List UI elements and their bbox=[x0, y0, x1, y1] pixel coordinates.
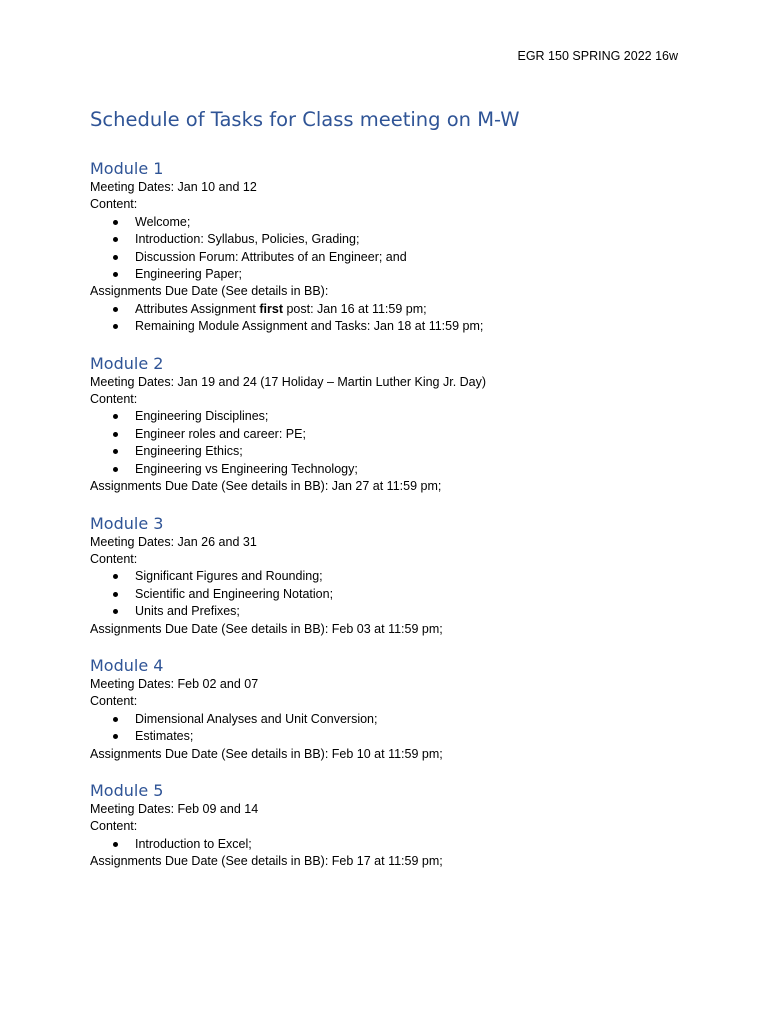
bullet-icon bbox=[113, 592, 118, 597]
list-item bbox=[90, 408, 690, 425]
assignments-due: Assignments Due Date (See details in BB): Jan 27 at 11:59 pm; bbox=[90, 479, 442, 494]
bullet-icon bbox=[113, 324, 118, 329]
assignments-due: Assignments Due Date (See details in BB): Feb 03 at 11:59 pm; bbox=[90, 621, 443, 636]
list-item-text: Introduction: Syllabus, Policies, Grading; bbox=[135, 232, 360, 247]
list-item-text: Attributes Assignment first post: Jan 16 at 11:59 pm; bbox=[135, 301, 427, 316]
content-list bbox=[90, 836, 690, 853]
bullet-icon bbox=[113, 717, 118, 722]
list-item-text: Engineering vs Engineering Technology; bbox=[135, 461, 358, 476]
bullet-icon bbox=[113, 734, 118, 739]
document-title: Schedule of Tasks for Class meeting on M-W bbox=[90, 108, 520, 131]
content-list bbox=[90, 711, 690, 746]
module-heading: Module 5 bbox=[90, 780, 164, 800]
list-item-text: Units and Prefixes; bbox=[135, 604, 240, 619]
list-item-text: Estimates; bbox=[135, 729, 194, 744]
module-2 bbox=[90, 353, 690, 496]
bullet-icon bbox=[113, 432, 118, 437]
content-list bbox=[90, 214, 690, 284]
list-item bbox=[90, 318, 690, 335]
list-item bbox=[90, 586, 690, 603]
module-heading: Module 1 bbox=[90, 159, 164, 178]
list-item-text: Scientific and Engineering Notation; bbox=[135, 586, 334, 601]
list-item bbox=[90, 836, 690, 853]
meeting-dates: Meeting Dates: Feb 09 and 14 bbox=[90, 801, 259, 816]
list-item-text: Dimensional Analyses and Unit Conversion; bbox=[135, 711, 378, 726]
list-item bbox=[90, 568, 690, 585]
bullet-icon bbox=[113, 842, 118, 847]
content-label: Content: bbox=[90, 694, 138, 709]
list-item-text: Engineering Paper; bbox=[135, 267, 243, 282]
list-item-text: Discussion Forum: Attributes of an Engineer; and bbox=[135, 249, 407, 264]
bullet-icon bbox=[113, 467, 118, 472]
module-3 bbox=[90, 513, 690, 638]
module-1 bbox=[90, 158, 690, 336]
content-label: Content: bbox=[90, 551, 138, 566]
list-item bbox=[90, 249, 690, 266]
list-item bbox=[90, 266, 690, 283]
page-header: EGR 150 SPRING 2022 16w bbox=[517, 49, 678, 63]
module-5 bbox=[90, 780, 690, 871]
module-heading: Module 4 bbox=[90, 655, 164, 675]
assignments-due: Assignments Due Date (See details in BB): Feb 10 at 11:59 pm; bbox=[90, 746, 443, 761]
meeting-dates: Meeting Dates: Jan 26 and 31 bbox=[90, 534, 257, 549]
module-heading: Module 3 bbox=[90, 513, 164, 533]
meeting-dates: Meeting Dates: Jan 10 and 12 bbox=[90, 180, 257, 194]
emphasis-text: first bbox=[259, 301, 283, 316]
list-item bbox=[90, 603, 690, 620]
bullet-icon bbox=[113, 449, 118, 454]
list-item-text: Engineering Disciplines; bbox=[135, 409, 269, 424]
bullet-icon bbox=[113, 609, 118, 614]
assignment-list bbox=[90, 301, 690, 336]
bullet-icon bbox=[113, 237, 118, 242]
list-item-text: Remaining Module Assignment and Tasks: Jan 18 at 11:59 pm; bbox=[135, 319, 484, 334]
bullet-icon bbox=[113, 272, 118, 277]
list-item bbox=[90, 214, 690, 231]
bullet-icon bbox=[113, 574, 118, 579]
document-body bbox=[90, 106, 690, 888]
module-heading: Module 2 bbox=[90, 353, 164, 373]
list-item bbox=[90, 461, 690, 478]
content-list bbox=[90, 568, 690, 620]
content-label: Content: bbox=[90, 819, 138, 834]
content-label: Content: bbox=[90, 392, 138, 407]
list-item bbox=[90, 231, 690, 248]
assignments-label: Assignments Due Date (See details in BB): bbox=[90, 284, 329, 299]
bullet-icon bbox=[113, 307, 118, 312]
list-item bbox=[90, 426, 690, 443]
meeting-dates: Meeting Dates: Jan 19 and 24 (17 Holiday – Martin Luther King Jr. Day) bbox=[90, 374, 487, 389]
list-item bbox=[90, 711, 690, 728]
content-label: Content: bbox=[90, 197, 138, 212]
list-item-text: Introduction to Excel; bbox=[135, 836, 252, 851]
content-list bbox=[90, 408, 690, 478]
list-item-text: Welcome; bbox=[135, 214, 191, 229]
list-item-text: Engineer roles and career: PE; bbox=[135, 426, 306, 441]
bullet-icon bbox=[113, 220, 118, 225]
list-item bbox=[90, 443, 690, 460]
list-item-text: Significant Figures and Rounding; bbox=[135, 569, 323, 584]
list-item-text: Engineering Ethics; bbox=[135, 444, 243, 459]
meeting-dates: Meeting Dates: Feb 02 and 07 bbox=[90, 676, 259, 691]
bullet-icon bbox=[113, 414, 118, 419]
list-item bbox=[90, 728, 690, 745]
bullet-icon bbox=[113, 255, 118, 260]
module-4 bbox=[90, 655, 690, 763]
list-item bbox=[90, 301, 690, 318]
assignments-due: Assignments Due Date (See details in BB): Feb 17 at 11:59 pm; bbox=[90, 854, 443, 869]
